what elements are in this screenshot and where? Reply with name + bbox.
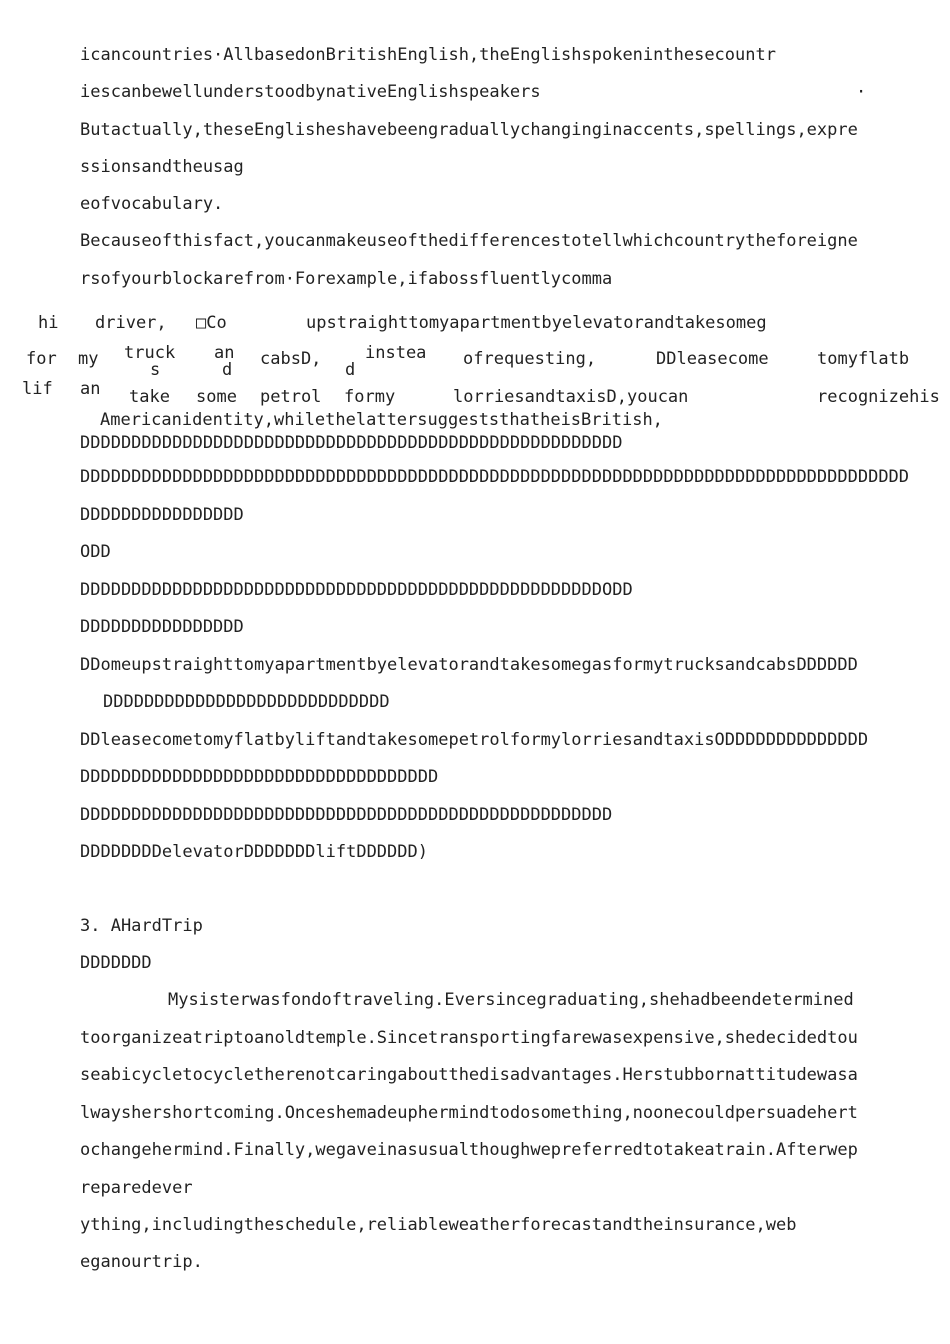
translation-line: DDDDDDDDDDDDDDDD: [80, 505, 244, 525]
table-cell: my: [78, 349, 99, 369]
section-title: 3. AHardTrip: [80, 916, 203, 936]
table-cell: recognizehis: [817, 387, 940, 407]
table-cell: truck: [124, 343, 176, 363]
table-cell: □Co: [196, 313, 227, 333]
paragraph-line: iescanbewellunderstoodbynativeEnglishspeakers: [80, 82, 541, 102]
table-cell: DDleasecome: [656, 349, 769, 369]
table-cell: driver,: [95, 313, 167, 333]
translation-line: DDDDDDDDDDDDDDDDDDDDDDDDDDDDDDDDDDD: [80, 767, 439, 787]
table-cell-clipped: d: [345, 360, 356, 380]
translation-line: DDleasecometomyflatbyliftandtakesomepetrolformylorriesandtaxisODDDDDDDDDDDDDD: [80, 730, 869, 750]
translation-line: DDDDDDDDDDDDDDDDDDDDDDDDDDDDDDDDDDDDDDDDDDDDDDDDDDDD: [80, 805, 613, 825]
paragraph-line: ssionsandtheusag: [80, 157, 244, 177]
table-cell: lorriesandtaxisD,youcan: [453, 387, 689, 407]
table-cell: petrol: [260, 387, 322, 407]
table-cell: some: [196, 387, 237, 407]
table-cell: for: [26, 349, 57, 369]
paragraph-line: ochangehermind.Finally,wegaveinasusualthoughwepreferredtotakeatrain.Afterwep: [80, 1140, 858, 1160]
paragraph-line: Mysisterwasfondoftraveling.Eversincegraduating,shehadbeendetermined: [168, 990, 854, 1010]
table-cell: Americanidentity,whilethelattersuggeststhatheisBritish,: [100, 410, 663, 430]
table-cell: tomyflatb: [817, 349, 910, 369]
translation-line: DDomeupstraighttomyapartmentbyelevatorandtakesomegasformytrucksandcabsDDDDDD: [80, 655, 858, 675]
translation-line: DDDDDDDDDDDDDDDD: [80, 617, 244, 637]
paragraph-line: seabicycletocycletherenotcaringaboutthedisadvantages.Herstubbornattitudewasa: [80, 1065, 858, 1085]
paragraph-line: Becauseofthisfact,youcanmakeuseofthedifferencestotellwhichcountrytheforeigne: [80, 231, 858, 251]
table-cell: take: [129, 387, 170, 407]
table-cell-clipped: d: [222, 360, 233, 380]
translation-line: DDDDDDDDelevatorDDDDDDDliftDDDDDD): [80, 842, 428, 862]
table-cell: hi: [38, 313, 59, 333]
table-cell: an: [80, 379, 101, 399]
paragraph-line: ything,includingtheschedule,reliableweatherforecastandtheinsurance,web: [80, 1215, 797, 1235]
paragraph-line: icancountries·AllbasedonBritishEnglish,theEnglishspokeninthesecountr: [80, 45, 776, 65]
paragraph-line: toorganizeatriptoanoldtemple.Sincetransportingfarewasexpensive,shedecidedtou: [80, 1028, 858, 1048]
section-subtitle: DDDDDDD: [80, 953, 152, 973]
table-cell: upstraighttomyapartmentbyelevatorandtakesomeg: [306, 313, 767, 333]
paragraph-line: eofvocabulary.: [80, 194, 224, 214]
table-cell-clipped: s: [150, 360, 161, 380]
table-cell: cabsD,: [260, 349, 322, 369]
paragraph-line: lwayshershortcoming.Onceshemadeuphermindtodosomething,noonecouldpersuadehert: [80, 1103, 858, 1123]
table-cell: an: [214, 343, 235, 363]
table-cell: ofrequesting,: [463, 349, 597, 369]
table-cell: lif: [22, 379, 53, 399]
translation-line: DDDDDDDDDDDDDDDDDDDDDDDDDDDDDDDDDDDDDDDDDDDDDDDDDDDDD: [80, 433, 623, 453]
trailing-dot: ·: [856, 82, 867, 102]
translation-line: ODD: [80, 542, 111, 562]
table-cell: instea: [365, 343, 427, 363]
translation-line: DDDDDDDDDDDDDDDDDDDDDDDDDDDDDDDDDDDDDDDDDDDDDDDDDDDODD: [80, 580, 633, 600]
paragraph-line: Butactually,theseEnglisheshavebeengraduallychanginginaccents,spellings,expre: [80, 120, 858, 140]
paragraph-line: eganourtrip.: [80, 1252, 203, 1272]
translation-line: DDDDDDDDDDDDDDDDDDDDDDDDDDDDDDDDDDDDDDDDDDDDDDDDDDDDDDDDDDDDDDDDDDDDDDDDDDDDDDDDD: [80, 467, 910, 487]
paragraph-line: rsofyourblockarefrom·Forexample,ifabossfluentlycomma: [80, 269, 613, 289]
translation-line: DDDDDDDDDDDDDDDDDDDDDDDDDDDD: [103, 692, 390, 712]
table-cell: formy: [344, 387, 396, 407]
paragraph-line: reparedever: [80, 1178, 193, 1198]
